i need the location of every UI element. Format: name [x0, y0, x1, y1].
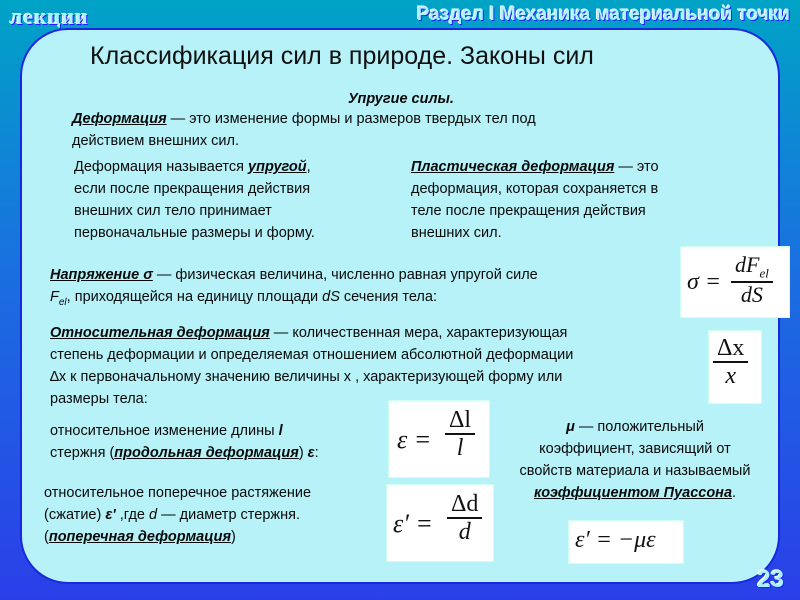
stress-term: Напряжение σ: [50, 267, 153, 283]
poisson-line-3: свойств материала и называемый: [519, 463, 751, 479]
relative-line-1: — количественная мера, характеризующая: [269, 325, 568, 341]
longitudinal-formula: [388, 400, 490, 478]
deformation-text-1: — это изменение формы и размеров твердых тел под: [166, 111, 536, 127]
stress-formula-num-text: dF: [735, 252, 760, 277]
stress-formula-den: dS: [740, 281, 763, 307]
stress-formula-num: [731, 253, 773, 283]
deformation-definition: [72, 108, 536, 152]
transverse-d-symbol: d: [149, 507, 158, 523]
relative-formula-fraction: [713, 335, 748, 390]
stress-definition: [50, 264, 538, 314]
poisson-term: коэффициентом Пуассона: [533, 485, 733, 501]
poisson-line-2: коэффициент, зависящий от: [539, 441, 731, 457]
elastic-term: упругой: [248, 159, 307, 175]
longitudinal-formula-fraction: [445, 407, 475, 462]
poisson-mu: μ: [566, 419, 575, 435]
longitudinal-formula-lhs: ε =: [397, 425, 432, 454]
stress-formula-lhs: [687, 269, 721, 296]
plastic-line-1: — это: [614, 159, 659, 175]
stress-force-symbol: F: [50, 289, 59, 305]
elastic-deformation-text: [74, 156, 315, 244]
poisson-formula: [568, 520, 684, 564]
elastic-line-1a: Деформация называется: [74, 159, 249, 175]
plastic-deformation-text: [411, 156, 659, 244]
plastic-term: Пластическая деформация: [411, 159, 615, 175]
relative-line-3: ∆x к первоначальному значению величины x , характеризующей форму или: [50, 369, 563, 385]
longitudinal-epsilon: ε: [307, 445, 315, 461]
elastic-line-2: если после прекращения действия: [74, 181, 311, 197]
longitudinal-line-1a: относительное изменение длины: [50, 423, 279, 439]
relative-formula: [708, 330, 762, 404]
longitudinal-term: продольная деформация: [114, 445, 299, 461]
stress-line-1: — физическая величина, численно равная упругой силе: [152, 267, 538, 283]
elastic-line-3: внешних сил тело принимает: [74, 203, 272, 219]
transverse-deformation-text: [44, 482, 311, 548]
section-lectures-label: лекции: [10, 4, 89, 29]
transverse-formula: [386, 484, 494, 562]
transverse-formula-den: d: [458, 519, 471, 546]
relative-deformation-definition: [50, 322, 573, 410]
transverse-line-1: относительное поперечное растяжение: [44, 485, 312, 501]
poisson-line-1b: — положительный: [574, 419, 704, 435]
transverse-line-2e: — диаметр стержня.: [157, 507, 300, 523]
deformation-text-2: действием внешних сил.: [72, 133, 240, 149]
elastic-line-4: первоначальные размеры и форму.: [74, 225, 315, 241]
longitudinal-formula-den: l: [456, 435, 464, 462]
plastic-line-2: деформация, которая сохраняется в: [411, 181, 659, 197]
page-title: Классификация сил в природе. Законы сил: [90, 42, 594, 70]
relative-line-4: размеры тела:: [50, 391, 148, 407]
section-title-label: Раздел I Механика материальной точки: [416, 4, 790, 25]
transverse-term: поперечная деформация: [48, 529, 231, 545]
transverse-line-3a: (: [44, 529, 49, 545]
transverse-formula-fraction: [447, 491, 482, 546]
longitudinal-line-2a: стержня (: [50, 445, 115, 461]
poisson-line-4b: .: [732, 485, 737, 501]
transverse-line-3c: ): [231, 529, 236, 545]
deformation-term: Деформация: [72, 111, 167, 127]
longitudinal-line-2c: ): [298, 445, 308, 461]
relative-line-2: степень деформации и определяемая отношением абсолютной деформации: [50, 347, 574, 363]
longitudinal-line-2e: :: [314, 445, 319, 461]
poisson-coefficient-text: [492, 416, 778, 504]
poisson-formula-text: ε′ = −με: [575, 527, 656, 553]
transverse-formula-lhs: ε′ =: [393, 509, 433, 538]
transverse-line-2a: (сжатие): [44, 507, 106, 523]
longitudinal-deformation-text: [50, 420, 319, 464]
stress-formula-fraction: [731, 253, 773, 307]
relative-formula-num: Δx: [713, 335, 748, 363]
longitudinal-length-symbol: l: [278, 423, 283, 439]
plastic-line-4: внешних сил.: [411, 225, 502, 241]
longitudinal-formula-num: Δl: [445, 407, 475, 435]
stress-area-symbol: dS: [322, 289, 340, 305]
stress-line-2d: сечения тела:: [339, 289, 437, 305]
transverse-formula-num: Δd: [447, 491, 482, 519]
elastic-heading: Упругие силы.: [348, 91, 454, 107]
stress-force-sub: el: [58, 296, 67, 308]
stress-line-2b: , приходящейся на единицу площади: [66, 289, 323, 305]
stress-formula-num-sub: el: [759, 265, 769, 281]
page-number: 23: [757, 566, 784, 593]
transverse-line-2c: ,где: [115, 507, 149, 523]
stress-formula-lhs-text: σ =: [687, 269, 722, 295]
stress-formula: [680, 246, 790, 318]
relative-formula-den: x: [725, 363, 737, 390]
plastic-line-3: теле после прекращения действия: [411, 203, 646, 219]
relative-term: Относительная деформация: [50, 325, 270, 341]
elastic-line-1c: ,: [306, 159, 311, 175]
transverse-epsilon: ε': [105, 507, 116, 523]
